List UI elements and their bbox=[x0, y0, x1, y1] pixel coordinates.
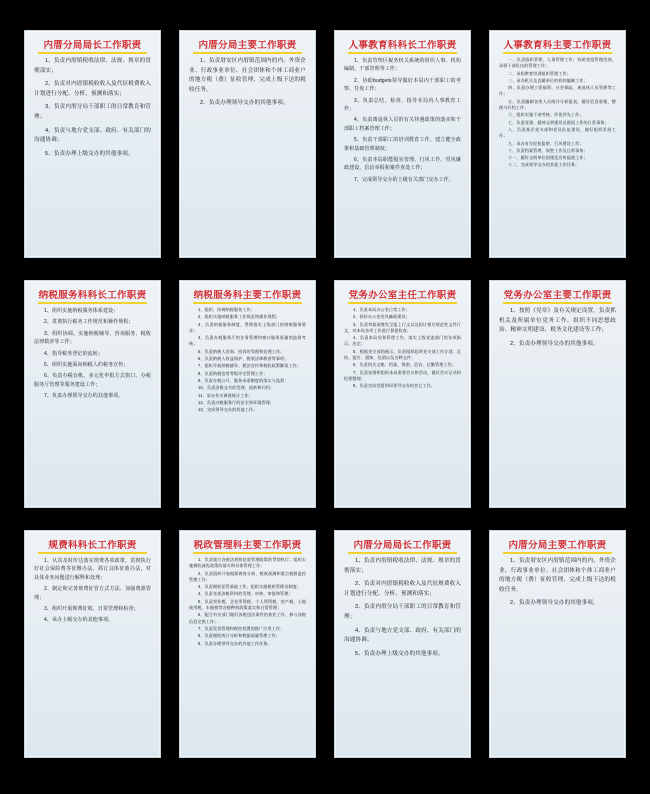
card-paragraph: 2、负责办理领导交办的其他事项。 bbox=[510, 600, 599, 607]
card-paragraph: 3、负责内厝分局干部职工的日常教育和管理； bbox=[34, 104, 151, 120]
card-paragraph: 3、组织协调、实施纳税辅导、咨询服务、税收法律救济等工作； bbox=[34, 330, 151, 346]
card-paragraph: 6、负责本局职能股室管理、行风工作、党风廉政建设、信访举报和案件查处工作； bbox=[344, 157, 461, 172]
card-paragraph: 5、负责纳税人咨询、投诉的受理和处理工作； bbox=[198, 348, 285, 354]
card-title: 规费科科长工作职责 bbox=[34, 540, 151, 554]
card-title: 纳税服务科科长工作职责 bbox=[34, 290, 151, 304]
duty-card bbox=[179, 280, 316, 508]
card-body bbox=[189, 57, 306, 251]
card-paragraph: 八、负责基层党支部和党员队伍建设，做好组织发展工作； bbox=[499, 126, 616, 139]
card-paragraph: 5、负责办理上级交办的其他事项。 bbox=[45, 150, 134, 157]
duty-card bbox=[24, 280, 161, 508]
card-paragraph: 4、负责办税服务厅的业务管理和窗口服务质量的监督考核； bbox=[189, 335, 306, 347]
card-paragraph: 11、承办有关调查统计工作； bbox=[198, 392, 253, 398]
card-paragraph: 12、负责办税服务厅的安全和环境管理； bbox=[198, 399, 275, 405]
card-paragraph: 7、负责发票管理和税控装置的推广应用工作； bbox=[198, 625, 285, 631]
card-title: 税政管理科主要工作职责 bbox=[189, 540, 306, 554]
card-paragraph: 1、按照《党章》及有关规定设置，负责抓机关及所属单位党务工作，组织不同思想政治、精神文明建设、税务文化建设等工作； bbox=[499, 308, 616, 334]
duty-card bbox=[179, 530, 316, 758]
cards-grid bbox=[24, 30, 626, 760]
card-paragraph: 2、负责组织开展税源调查分析、税收预测和重点税源监控管理工作； bbox=[189, 570, 306, 582]
card-paragraph: 1、负责厝安区内厝镇范围内的内、外资企业、行政事业单位、社会团体和个体工商业户的地方税（费）征收管理，完成上级下达的税收任务。 bbox=[189, 58, 306, 93]
card-paragraph: 4、负责与地方党支部、政府、有关部门的沟通协调； bbox=[344, 627, 461, 644]
card-paragraph: 1、认真及时传达落实规费各项政策，贯彻执行好社会保险费等征缴办法、抓订具体征收办法，对具体业务问题进行解释和处理； bbox=[34, 558, 151, 581]
card-paragraph: 3、负责纳税服务制度，贯彻落实上级部门的纳税服务要求； bbox=[189, 321, 306, 333]
card-paragraph: 2、负责对内厝镇税收收入及代征规费收入计划进行分配、分析、预测和落实； bbox=[344, 581, 461, 597]
card-paragraph: 三、承办机关及直属单位的机构编制工作； bbox=[508, 77, 588, 83]
card-paragraph: 4、负责离退休人员的有关待遇政策的落实和干部职工档案管理工作； bbox=[344, 117, 461, 132]
card-paragraph: 5、负责办理上级交办的其他事项。 bbox=[355, 650, 444, 657]
card-title: 内厝分局主要工作职责 bbox=[189, 40, 306, 54]
card-title: 人事教育科科长工作职责 bbox=[344, 40, 461, 54]
card-body bbox=[344, 307, 461, 501]
card-body bbox=[34, 307, 151, 501]
card-paragraph: 四、负责办理工资福利、社会保险、离退休人员管理等工作； bbox=[499, 85, 616, 97]
card-paragraph: 7、组织开展纳税辅导、税法宣传和税收政策解读工作； bbox=[198, 363, 302, 369]
card-paragraph: 4、承办上级交办的其他事项。 bbox=[44, 617, 114, 624]
card-paragraph: 4、负责与地方党支部、政府、有关部门的沟通协调； bbox=[34, 127, 151, 144]
card-title: 内厝分局局长工作职责 bbox=[344, 540, 461, 554]
card-paragraph: 6、负责机关文秘、档案、保密、信访、后勤管理工作； bbox=[353, 362, 457, 368]
card-paragraph: 1、负责地方各税法规和征收管理政策的贯彻执行；组织实施税收减免政策的落实和具体管理工作； bbox=[189, 557, 306, 569]
card-paragraph: 2、组织实施纳税服务工作规范和操作规程； bbox=[198, 314, 281, 320]
card-paragraph: 9、负责办税公开、服务承诺制度的落实与监督； bbox=[198, 377, 289, 383]
card-paragraph: 8、负责完成党组和局领导交办的其它工作。 bbox=[353, 383, 436, 389]
duty-card bbox=[489, 30, 626, 258]
card-body bbox=[34, 57, 151, 251]
card-paragraph: 1、负责本局办公室日常工作； bbox=[353, 307, 410, 312]
card-paragraph: 13、完成领导交办的其他工作。 bbox=[198, 407, 258, 413]
card-body bbox=[499, 307, 616, 501]
card-paragraph: 2、制定和完善规费征管方式方法、加强费源管理； bbox=[34, 586, 151, 601]
duty-card bbox=[24, 530, 161, 758]
card-paragraph: 2、贯彻执行税务工作规范和操作规程； bbox=[44, 319, 134, 326]
card-title: 党务办公室主要工作职责 bbox=[499, 290, 616, 304]
card-paragraph: 七、负责党建、精神文明建设及群团工作的日常事务； bbox=[508, 119, 609, 125]
card-body bbox=[344, 557, 461, 751]
duty-card bbox=[489, 280, 626, 508]
card-body bbox=[189, 557, 306, 751]
card-paragraph: 2、协助budgets领导做好本局内干部职工的考察、任免工作； bbox=[344, 77, 461, 93]
card-paragraph: 2、负责对内厝镇税收收入及代征税费收入计划进行分配、分析、预测和落实； bbox=[34, 81, 151, 97]
card-title: 内厝分局主要工作职责 bbox=[499, 540, 616, 554]
card-paragraph: 1、负责内厝镇税收法律、法规、规章的贯彻落实； bbox=[344, 558, 461, 574]
card-paragraph: 五、负责编制各类人员统计分析报表，做好信息收集、整理与归档工作； bbox=[499, 98, 616, 111]
card-paragraph: 2、抓好办公室党风廉政建设； bbox=[353, 314, 410, 320]
card-paragraph: 1、组织实施纳税服务体系建设； bbox=[44, 308, 119, 314]
card-paragraph: 3、负责税收征管基础工作，组织实施税收管理员制度； bbox=[198, 584, 302, 590]
duty-card bbox=[179, 30, 316, 258]
card-paragraph: 4、负责各类涉税资料的受理、审核、审批和管理； bbox=[198, 591, 293, 597]
card-paragraph: 1、负责管理区税务机关系统的组织人事、机构编制、干部管理等工作； bbox=[344, 58, 461, 73]
card-paragraph: 3、负责内厝分局干部职工的日常教育和管理； bbox=[344, 604, 461, 620]
card-paragraph: 十一、做好文明单位创建及宣传报道工作； bbox=[508, 155, 588, 161]
card-paragraph: 5、负责干部职工的培训教育工作，建立健全政策和基础管理制度； bbox=[344, 137, 461, 152]
card-paragraph: 10、负责涉税文书的受理、流转和归档； bbox=[198, 385, 275, 391]
card-paragraph: 3、负责总结、检查、指导本局内人事教育工作； bbox=[344, 97, 461, 113]
card-title: 内厝分局局长工作职责 bbox=[34, 40, 151, 54]
card-paragraph: 1、负责厝安区内厝镇范围内的内、外资企业、行政事业单位、社会团体和个体工商业户的地方税（费）征收管理，完成上级下达的税收任务。 bbox=[499, 558, 616, 593]
card-paragraph: 3、组织开展规费征收、日常管理和检查； bbox=[44, 606, 139, 613]
card-paragraph: 十、负责档案管理、保密工作及日常事务； bbox=[508, 147, 588, 153]
card-paragraph: 4、负责本局党务管理工作，落实上级党委部门的各项指示、决定； bbox=[344, 335, 461, 347]
card-paragraph: 6、负责纳税人权益保护、税收法律救济等事项； bbox=[198, 356, 289, 362]
card-body bbox=[189, 307, 306, 501]
card-paragraph: 1、负责内厝镇税收法律、法规、规章的贯彻部实； bbox=[34, 58, 151, 74]
card-paragraph: 7、负责安排和组织本局重要会议和活动，做好会议记录和纪要整理； bbox=[344, 369, 461, 381]
card-paragraph: 4、指导税务登记的流转； bbox=[44, 350, 103, 357]
duty-card bbox=[334, 30, 471, 258]
card-paragraph: 9、负责办理领导交办的其他工作任务。 bbox=[198, 640, 272, 646]
card-paragraph: 六、组织实施干部考核、评优评先工作； bbox=[508, 112, 584, 118]
card-paragraph: 1、组织、协调纳税服务工作； bbox=[198, 307, 255, 312]
card-title: 党务办公室主任工作职责 bbox=[344, 290, 461, 304]
card-paragraph: 2、负责办理领导交办的其他事项。 bbox=[510, 340, 599, 347]
duty-card bbox=[24, 30, 161, 258]
card-paragraph: 十二、完成领导交办的其他工作任务。 bbox=[508, 162, 580, 168]
card-paragraph: 7、完成领导交办的上级有关部门交办工作。 bbox=[354, 176, 454, 183]
card-paragraph: 8、负责纳税信用等级评定管理工作； bbox=[198, 370, 268, 376]
card-paragraph: 一、负责组织管理、人事管理工作；协助党组管理范围，承担干部队伍的管理工作； bbox=[499, 57, 616, 69]
card-body bbox=[344, 57, 461, 251]
card-body bbox=[499, 57, 616, 251]
card-paragraph: 8、负责税收统计分析和数据质量管理工作； bbox=[198, 633, 281, 639]
card-paragraph: 7、负责办理领导交办的其他事项。 bbox=[44, 393, 124, 400]
card-paragraph: 二、承担教育培训组织管理工作； bbox=[508, 70, 571, 76]
card-paragraph: 九、承办有关纪检监察、行风建设工作； bbox=[508, 140, 584, 146]
card-title: 人事教育科主要工作职责 bbox=[499, 40, 616, 54]
card-paragraph: 2、负责办理领导交办的其他事项。 bbox=[200, 100, 289, 107]
card-paragraph: 5、负责营业税、企业所得税、个人所得税、房产税、土地使用税、车船税等各税种的政策落实和日常管理； bbox=[189, 598, 306, 611]
card-title: 纳税服务科主要工作职责 bbox=[189, 290, 306, 304]
duty-card bbox=[334, 280, 471, 508]
duty-card bbox=[334, 530, 471, 758]
card-body bbox=[499, 557, 616, 751]
card-body bbox=[34, 557, 151, 751]
card-paragraph: 3、负责草拟或签发呈报上行文以及拟订相应规范性文件行文，对本局各项工作进行督促检查； bbox=[344, 321, 461, 333]
card-paragraph: 6、负责办税台帐、多元化申报方式窗口、办税服务厅管理等服务建设工作； bbox=[34, 373, 151, 388]
duty-card bbox=[489, 530, 626, 758]
card-paragraph: 5、组织实施面向纳税人的税务宣传； bbox=[44, 362, 129, 369]
card-paragraph: 5、根据党支部的指示，负责组织起草党支部工作计划、总结、报告、通知、信函以及各种文件； bbox=[344, 348, 461, 361]
card-paragraph: 6、配合有关部门做好涉税违法案件的查处工作，参与涉税信息交换工作； bbox=[189, 612, 306, 624]
